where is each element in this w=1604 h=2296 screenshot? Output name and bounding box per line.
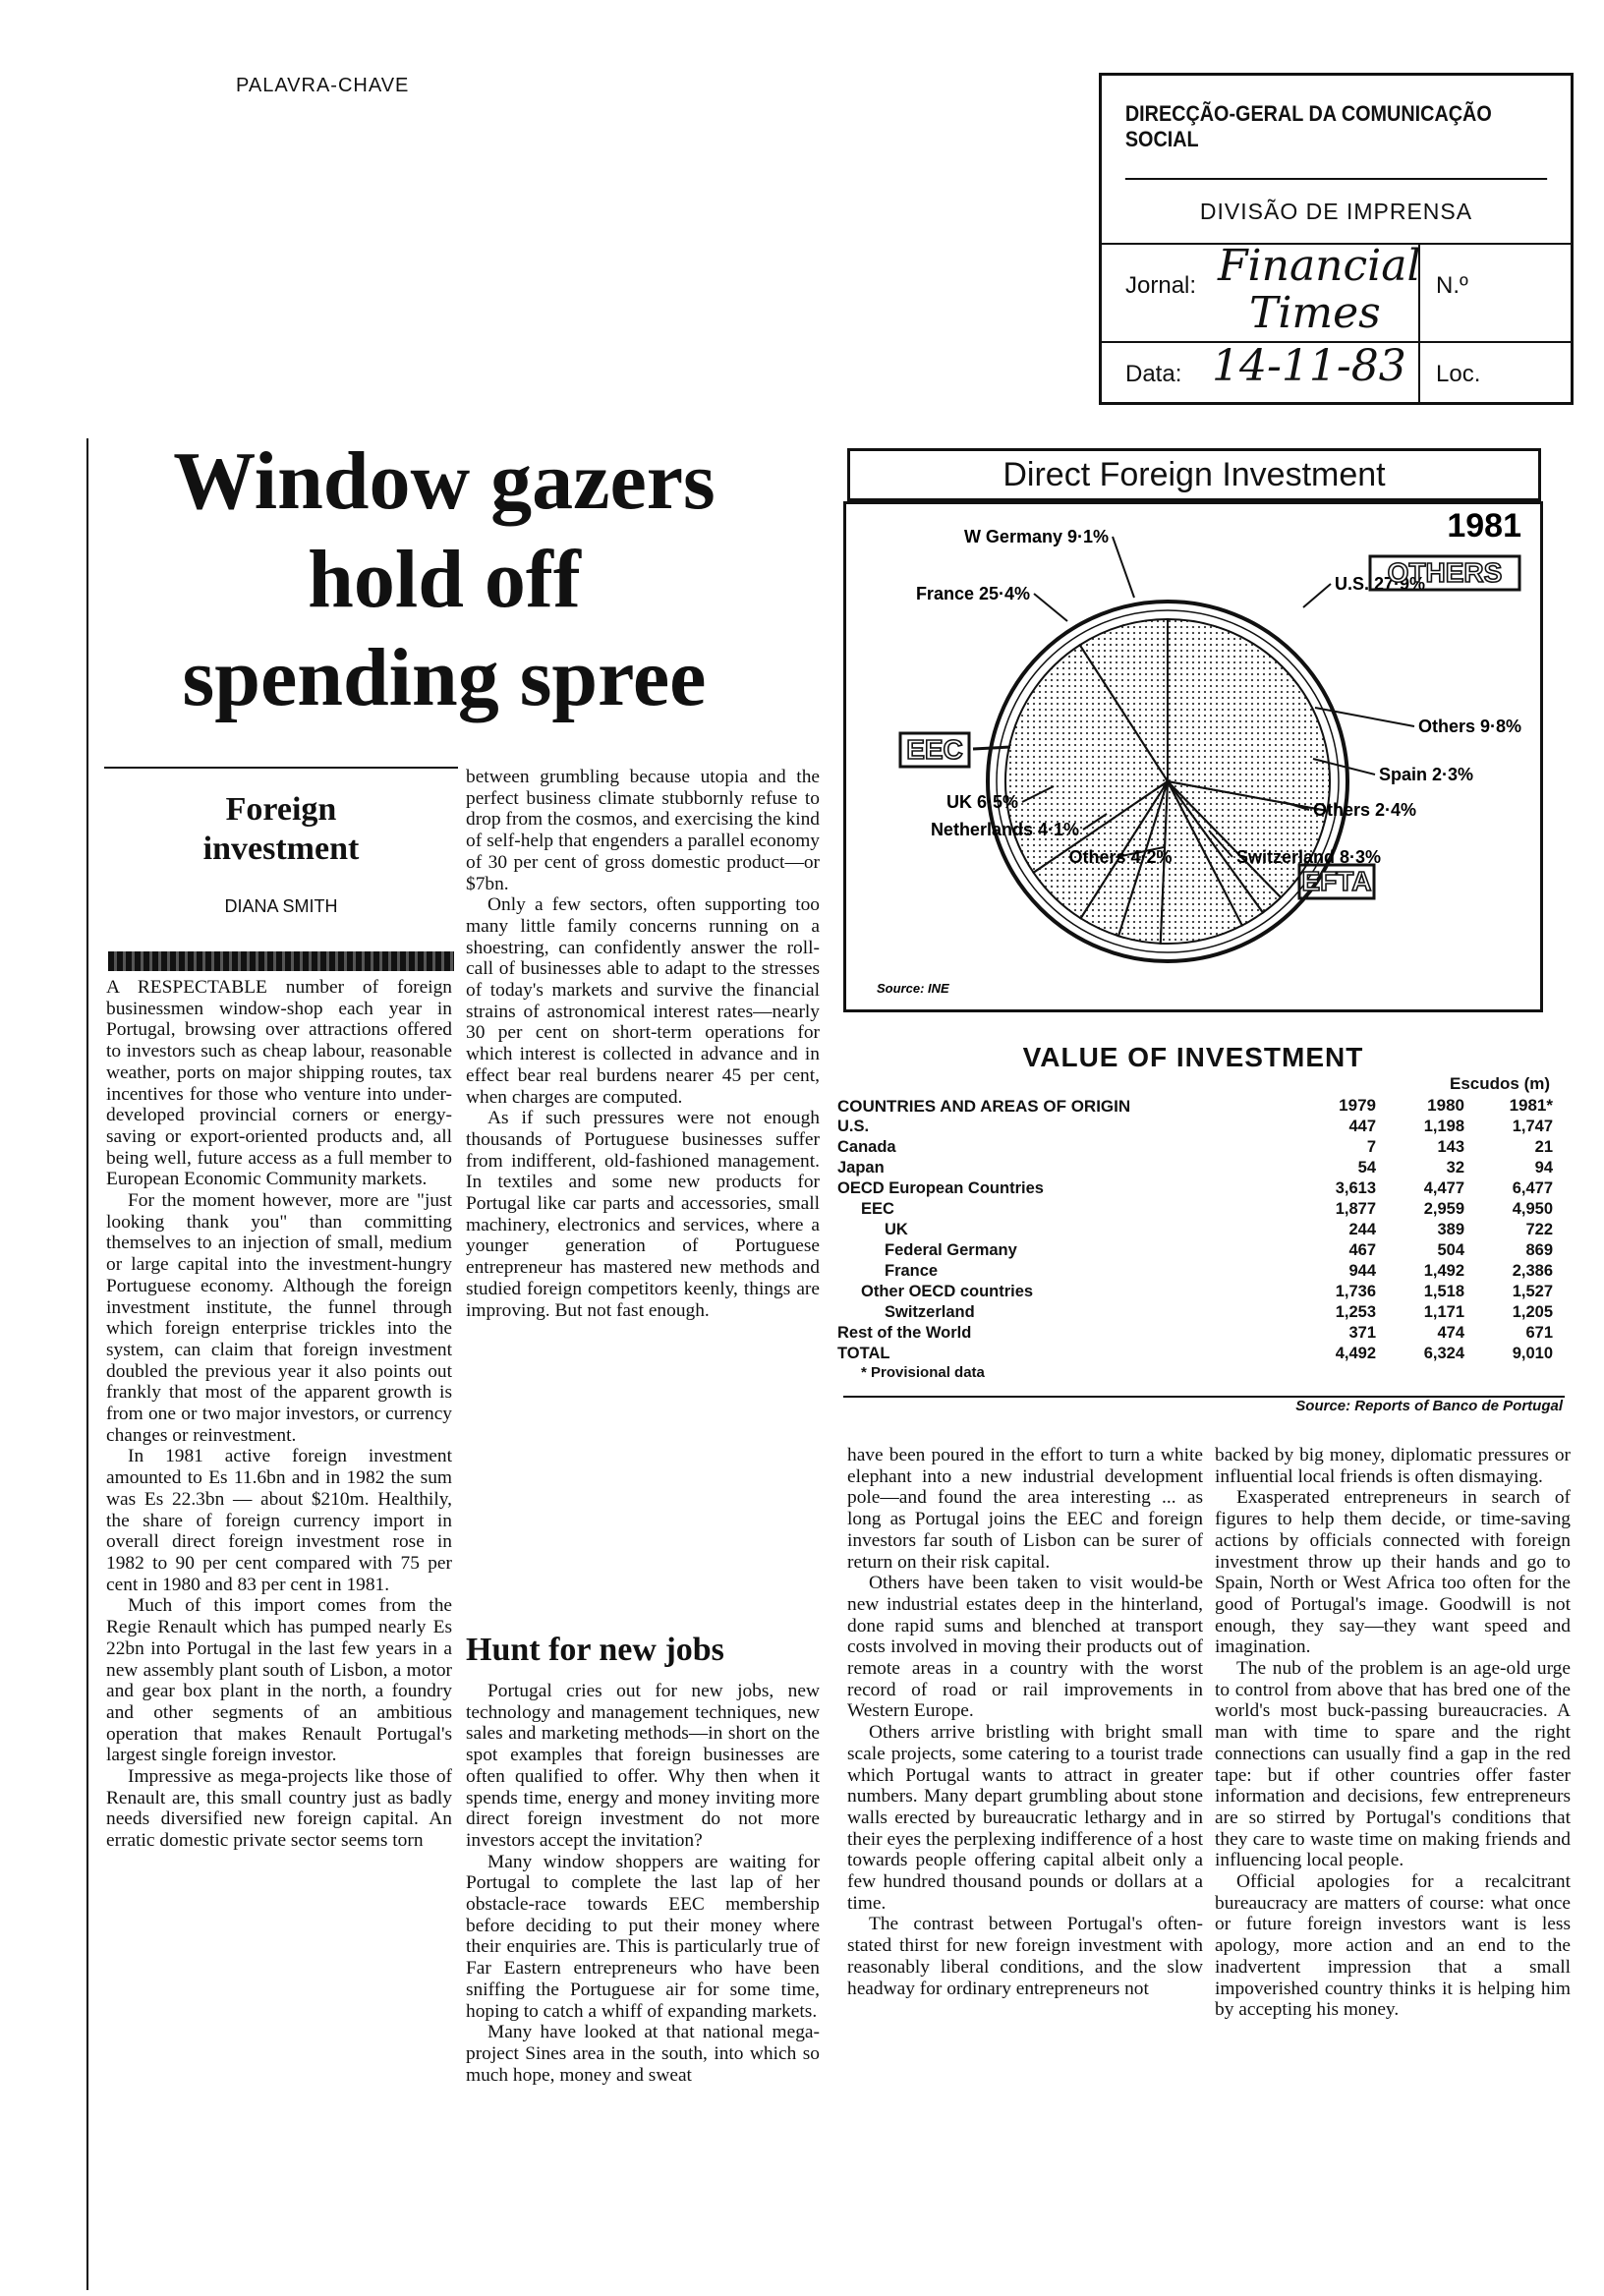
- table-row: [837, 1158, 1565, 1178]
- cell-value: 474: [1437, 1324, 1464, 1342]
- cell-value: 1,171: [1423, 1303, 1464, 1321]
- chart-year: 1981: [1447, 507, 1521, 545]
- cell-value: 2,386: [1512, 1262, 1553, 1280]
- cell-value: 1,527: [1512, 1283, 1553, 1300]
- slice-label: Others 4·2%: [1068, 847, 1173, 867]
- table-source: Source: Reports of Banco de Portugal: [1295, 1398, 1563, 1414]
- table-row: [837, 1199, 1565, 1220]
- col-header: 1981*: [1509, 1096, 1553, 1115]
- row-label: Japan: [837, 1159, 885, 1177]
- stamp-jornal-row: [1102, 241, 1571, 343]
- headline-line: hold off: [308, 534, 581, 625]
- cell-value: 4,492: [1335, 1345, 1376, 1362]
- paragraph: Exasperated entrepreneurs in search of figures to help them decide, or time-saving actions by officials connected with foreign investment throw up their hands and go to Spain, North or West Africa too often for the good of Portugal's image. Goodwill is not enough, they say—they want speed and imagination.: [1215, 1487, 1571, 1658]
- cell-value: 4,477: [1423, 1179, 1464, 1197]
- row-label: Switzerland: [885, 1303, 975, 1321]
- cell-value: 1,736: [1335, 1283, 1376, 1300]
- slice-label: Spain 2·3%: [1379, 765, 1474, 784]
- table-row: [837, 1117, 1565, 1137]
- pie-svg: [843, 501, 1543, 1012]
- keyword-label: PALAVRA-CHAVE: [236, 75, 410, 96]
- row-header: COUNTRIES AND AREAS OF ORIGIN: [837, 1096, 1131, 1116]
- slice-leader: [1315, 708, 1414, 726]
- cell-value: 722: [1525, 1221, 1553, 1238]
- paragraph: backed by big money, diplomatic pressures or influential local friends is often dismaying.: [1215, 1445, 1571, 1487]
- slice-label: Switzerland 8·3%: [1236, 847, 1382, 867]
- numero-label: N.º: [1436, 272, 1468, 299]
- cell-value: 467: [1348, 1241, 1376, 1259]
- stamp-organization: DIRECÇÃO-GERAL DA COMUNICAÇÃO SOCIAL: [1125, 76, 1547, 180]
- chart-title: Direct Foreign Investment: [847, 448, 1541, 501]
- data-label: Data:: [1125, 361, 1182, 387]
- table-footnote: * Provisional data: [861, 1364, 985, 1381]
- paragraph: For the moment however, more are "just looking thank you" than committing themselves to an injection of small, medium or large capital into the investment-hungry Portuguese economy. Although the foreign investment institute, the funnel through which foreign enterprise trickles into the system, can claim that foreign investment doubled the previous year it also points out frankly that most of the apparent growth is from one or two major investors, or currency changes or reinvestment.: [106, 1190, 452, 1446]
- cell-value: 9,010: [1512, 1345, 1553, 1362]
- cell-value: 7: [1366, 1138, 1376, 1156]
- slice-leader: [1113, 537, 1134, 598]
- paragraph: Portugal cries out for new jobs, new technology and management techniques, new sales and marketing methods—in short on the spot examples that foreign businesses are often qualified to offer. Why then when it spends time, energy and money inviting more direct foreign investment do not more investors accept the invitation?: [466, 1681, 820, 1851]
- paragraph: Others have been taken to visit would-be new industrial estates deep in the hinterland, done rapid sums and blenched at transport costs involved in moving their products out of remote areas in a country with the worst record of road or rail improvements in Western Europe.: [847, 1573, 1203, 1722]
- headline: [90, 432, 798, 727]
- cell-value: 143: [1437, 1138, 1464, 1156]
- jornal-handwritten-line1: Financial: [1218, 241, 1421, 291]
- slice-leader: [1034, 594, 1067, 621]
- paragraph: Official apologies for a recalcitrant bureaucracy are matters of course: what once or future foreign investors want is less apology, more action and an end to the inadvertent impression that a small impoverished country thinks it is helping him by accepting his money.: [1215, 1871, 1571, 2021]
- row-label: OECD European Countries: [837, 1179, 1044, 1197]
- cell-value: 21: [1534, 1138, 1553, 1156]
- byline: DIANA SMITH: [224, 896, 338, 916]
- chart-source: Source: INE: [877, 981, 949, 996]
- cell-value: 1,492: [1423, 1262, 1464, 1280]
- pie-slice: [1168, 619, 1330, 811]
- row-label: UK: [885, 1221, 908, 1238]
- row-label: TOTAL: [837, 1345, 890, 1362]
- kicker-rule: [104, 767, 458, 769]
- row-label: Federal Germany: [885, 1241, 1017, 1259]
- paragraph: Many window shoppers are waiting for Portugal to complete the last lap of her obstacle-race towards EEC membership before deciding to put their money where their enquiries are. This is particularly true of Far Eastern entrepreneurs who have been sniffing the Portuguese air for some time, hoping to catch a whiff of expanding markets.: [466, 1851, 820, 2022]
- cell-value: 6,477: [1512, 1179, 1553, 1197]
- table-row: [837, 1137, 1565, 1158]
- paragraph: Only a few sectors, often supporting too many little family concerns running on a shoestring, can confidently answer the roll-call of businesses able to adapt to the stresses of today's markets and survive the financial strains of astronomical interest rates—nearly 30 per cent on short-term operations for which interest is collected in advance and in effect bear real burdens nearer 45 per cent, when charges are computed.: [466, 894, 820, 1108]
- cell-value: 32: [1446, 1159, 1464, 1177]
- column-rule: [86, 438, 88, 2290]
- table-row: [837, 1344, 1565, 1364]
- row-label: U.S.: [837, 1118, 870, 1135]
- table-unit: Escudos (m): [1449, 1074, 1551, 1093]
- eec-arrow: [973, 747, 1010, 749]
- article-column-4: [1215, 1445, 1571, 2290]
- paragraph: Much of this import comes from the Regie Renault which has pumped nearly Es 22bn into Portugal in the last few years in a new assembly plant south of Lisbon, a motor and gear box plant in the north, a foundry and other segments of an ambitious operation that makes Renault Portugal's largest single foreign investor.: [106, 1595, 452, 1766]
- headline-line: spending spree: [182, 632, 707, 723]
- stamp-division: DIVISÃO DE IMPRENSA: [1102, 180, 1571, 245]
- cell-value: 94: [1534, 1159, 1553, 1177]
- paragraph: Many have looked at that national mega-project Sines area in the south, into which so much hope, money and sweat: [466, 2022, 820, 2086]
- paragraph: The nub of the problem is an age-old urge to control from above that has bred one of the world's most buck-passing bureaucracies. A man with time to spare and the right connections can usually find a gap in the red tape: but if other countries offer faster information and decisions, few entrepreneurs are so stirred by Portugal's conditions that they care to waste time on making friends and influencing local people.: [1215, 1658, 1571, 1871]
- jornal-handwritten-line2: Times: [1249, 288, 1381, 338]
- cell-value: 2,959: [1423, 1200, 1464, 1218]
- cell-value: 389: [1437, 1221, 1464, 1238]
- cell-value: 1,518: [1423, 1283, 1464, 1300]
- slice-label: U.S. 27·9%: [1335, 574, 1426, 594]
- cell-value: 1,205: [1512, 1303, 1553, 1321]
- cell-value: 54: [1357, 1159, 1376, 1177]
- article-column-2b: [466, 1681, 820, 2290]
- paragraph: have been poured in the effort to turn a white elephant into a new industrial development pole—and found the area interesting ... as long as Portugal joins the EEC and foreign investors far south of Lisbon can be surer of return on their risk capital.: [847, 1445, 1203, 1573]
- slice-label: Netherlands 4·1%: [930, 820, 1079, 839]
- paragraph: As if such pressures were not enough thousands of Portuguese businesses suffer from indifferent, old-fashioned management. In textiles and some new products for Portugal like car parts and accessories, small machinery, electronics and services, where a younger generation of Portuguese entrepreneur has mastered new methods and studied foreign competitors keenly, things are improving. But not fast enough.: [466, 1108, 820, 1321]
- cell-value: 6,324: [1423, 1345, 1464, 1362]
- col-header: 1980: [1427, 1096, 1464, 1115]
- slice-leader: [1303, 584, 1331, 607]
- loc-label: Loc.: [1436, 361, 1481, 387]
- row-label: France: [885, 1262, 939, 1280]
- cell-value: 504: [1437, 1241, 1464, 1259]
- cell-value: 944: [1348, 1262, 1376, 1280]
- article-column-2: [466, 767, 820, 1641]
- article-column-1: [106, 977, 452, 2290]
- group-label: OTHERS: [1387, 557, 1503, 588]
- paragraph: A RESPECTABLE number of foreign businessmen window-shop each year in Portugal, browsing over attractions offered to investors such as cheap labour, reasonable weather, ports on major shipping routes, tax incentives for those who venture into under-developed provincial corners or energy-saving or export-oriented products and, all being well, future access as a full member to European Economic Community markets.: [106, 977, 452, 1190]
- cell-value: 1,253: [1335, 1303, 1376, 1321]
- col-header: 1979: [1339, 1096, 1376, 1115]
- cell-value: 447: [1348, 1118, 1376, 1135]
- table-row: [837, 1220, 1565, 1240]
- group-label: EFTA: [1301, 866, 1372, 896]
- press-stamp: [1099, 73, 1574, 405]
- cell-value: 671: [1525, 1324, 1553, 1342]
- article-column-3: [847, 1445, 1203, 2290]
- group-label: EEC: [906, 734, 963, 765]
- row-label: EEC: [861, 1200, 894, 1218]
- investment-table: [837, 1073, 1565, 1381]
- row-label: Canada: [837, 1138, 896, 1156]
- cell-value: 1,747: [1512, 1118, 1553, 1135]
- data-handwritten: 14-11-83: [1212, 341, 1406, 391]
- slice-label: Others 9·8%: [1418, 717, 1522, 736]
- decorative-bar: [108, 951, 454, 971]
- table-row: [837, 1302, 1565, 1323]
- slice-label: France 25·4%: [915, 584, 1030, 603]
- table-title: VALUE OF INVESTMENT: [1022, 1042, 1364, 1072]
- paragraph: Impressive as mega-projects like those of Renault are, this small country just as badly needs diversified new foreign capital. An erratic domestic private sector seems torn: [106, 1766, 452, 1852]
- table-row: [837, 1261, 1565, 1282]
- paragraph: The contrast between Portugal's often-stated thirst for new foreign investment with reasonably liberal conditions, and the slow headway for ordinary entrepreneurs not: [847, 1914, 1203, 1999]
- cell-value: 1,877: [1335, 1200, 1376, 1218]
- table-row: [837, 1323, 1565, 1344]
- paragraph: In 1981 active foreign investment amounted to Es 11.6bn and in 1982 the sum was Es 22.3bn — about $210m. Healthily, the share of foreign currency import in overall direct foreign investment rose in 1982 to 90 per cent compared with 75 per cent in 1980 and 83 per cent in 1981.: [106, 1446, 452, 1595]
- table-body: [837, 1117, 1565, 1364]
- pie-chart: [843, 448, 1543, 1012]
- cell-value: 4,950: [1512, 1200, 1553, 1218]
- kicker-line: Foreign: [225, 791, 337, 828]
- cell-value: 869: [1525, 1241, 1553, 1259]
- table-row: [837, 1240, 1565, 1261]
- slice-label: UK 6·5%: [945, 792, 1018, 812]
- jornal-label: Jornal:: [1125, 272, 1197, 299]
- table-row: [837, 1282, 1565, 1302]
- paragraph: between grumbling because utopia and the perfect business climate stubbornly refuse to drop from the cosmos, and exercising the kind of self-help that engenders a parallel economy of 30 per cent of gross domestic product—or $7bn.: [466, 767, 820, 894]
- slice-label: W Germany 9·1%: [963, 527, 1109, 546]
- cell-value: 1,198: [1423, 1118, 1464, 1135]
- row-label: Rest of the World: [837, 1324, 972, 1342]
- cell-value: 244: [1348, 1221, 1376, 1238]
- subhead: Hunt for new jobs: [466, 1632, 724, 1668]
- row-label: Other OECD countries: [861, 1283, 1034, 1300]
- kicker-line: investment: [202, 831, 360, 867]
- stamp-data-row: [1102, 343, 1571, 404]
- cell-value: 371: [1348, 1324, 1376, 1342]
- cell-value: 3,613: [1335, 1179, 1376, 1197]
- slice-label: Others 2·4%: [1313, 800, 1417, 820]
- paragraph: Others arrive bristling with bright small scale projects, some catering to a tourist trade which Portugal wants to attract in greater numbers. Many depart grumbling about stone walls erected by bureaucratic lethargy and in their eyes the perplexing indifference of a host towards people offering capital albeit only a few hundred thousand pounds or dollars at a time.: [847, 1722, 1203, 1914]
- headline-line: Window gazers: [173, 435, 716, 527]
- table-row: [837, 1178, 1565, 1199]
- kicker: [104, 790, 458, 869]
